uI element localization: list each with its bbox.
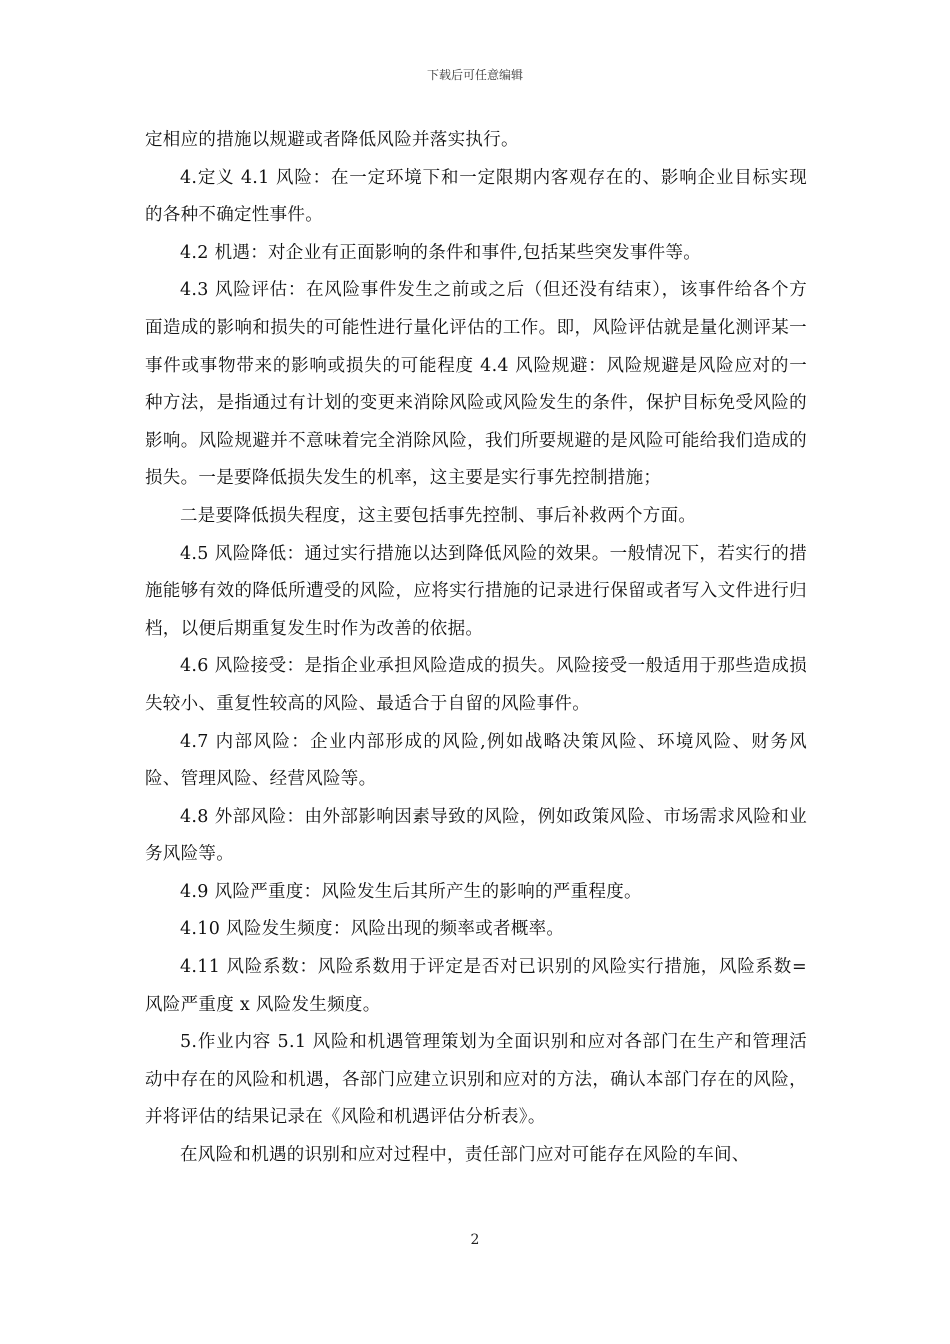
paragraph: 4.3 风险评估：在风险事件发生之前或之后（但还没有结束），该事件给各个方面造成的影响和损失的可能性进行量化评估的工作。即，风险评估就是量化测评某一事件或事物带来的影响或损失的可能程度 4.4 风险规避：风险规避是风险应对的一种方法，是指通过有计划的变更来消除风险或风险发生的条件，保护目标免受风险的影响。风险规避并不意味着完全消除风险，我们所要规避的是风险可能给我们造成的损失。一是要降低损失发生的机率，这主要是实行事先控制措施； <box>145 280 807 489</box>
paragraph: 定相应的措施以规避或者降低风险并落实执行。 <box>145 130 519 150</box>
paragraph: 4.6 风险接受：是指企业承担风险造成的损失。风险接受一般适用于那些造成损失较小、重复性较高的风险、最适合于自留的风险事件。 <box>145 656 807 714</box>
document-body <box>145 122 807 1175</box>
paragraph: 在风险和机遇的识别和应对过程中，责任部门应对可能存在风险的车间、 <box>180 1145 750 1166</box>
paragraph: 4.11 风险系数：风险系数用于评定是否对已识别的风险实行措施，风险系数=风险严重度 x 风险发生频度。 <box>145 957 807 1015</box>
paragraph: 4.10 风险发生频度：风险出现的频率或者概率。 <box>180 919 565 940</box>
paragraph: 4.2 机遇：对企业有正面影响的条件和事件,包括某些突发事件等。 <box>180 242 702 263</box>
paragraph: 5.作业内容 5.1 风险和机遇管理策划为全面识别和应对各部门在生产和管理活动中存在的风险和机遇，各部门应建立识别和应对的方法，确认本部门存在的风险，并将评估的结果记录在《风险和机遇评估分析表》。 <box>145 1032 807 1128</box>
page-number: 2 <box>470 1232 480 1248</box>
paragraph: 4.9 风险严重度：风险发生后其所产生的影响的严重程度。 <box>180 881 642 902</box>
paragraph: 4.定义 4.1 风险：在一定环境下和一定限期内客观存在的、影响企业目标实现的各种不确定性事件。 <box>145 167 807 226</box>
paragraph: 二是要降低损失程度，这主要包括事先控制、事后补救两个方面。 <box>180 505 697 526</box>
paragraph: 4.7 内部风险：企业内部形成的风险,例如战略决策风险、环境风险、财务风险、管理风险、经营风险等。 <box>145 731 807 790</box>
paragraph: 4.8 外部风险：由外部影响因素导致的风险，例如政策风险、市场需求风险和业务风险等。 <box>145 806 807 865</box>
page-header: 下载后可任意编辑 <box>426 68 523 82</box>
paragraph: 4.5 风险降低：通过实行措施以达到降低风险的效果。一般情况下，若实行的措施能够有效的降低所遭受的风险，应将实行措施的记录进行保留或者写入文件进行归档，以便后期重复发生时作为改善的依据。 <box>145 543 807 639</box>
